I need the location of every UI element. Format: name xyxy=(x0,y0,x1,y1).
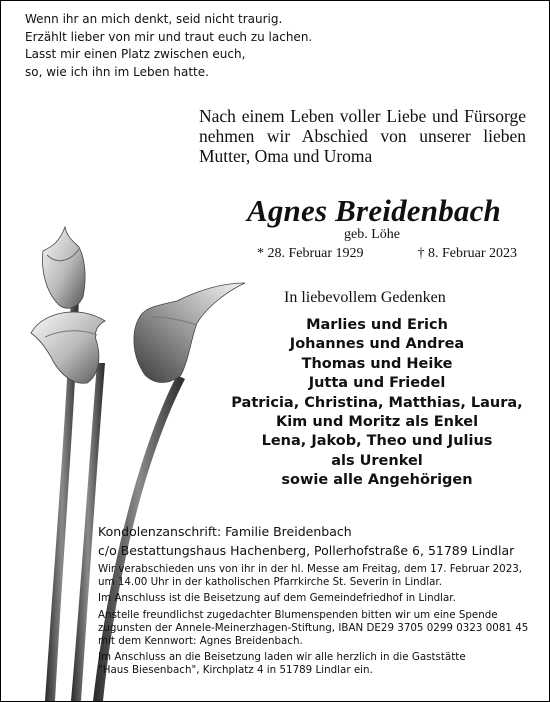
service-details xyxy=(98,563,528,681)
mourner-line: Jutta und Friedel xyxy=(308,375,446,392)
deceased-name: Agnes Breidenbach xyxy=(246,193,501,228)
details-line: "Haus Biesenbach", Kirchplatz 4 in 51789 Lindlar ein. xyxy=(98,663,373,676)
death-date: † 8. Februar 2023 xyxy=(417,246,517,261)
condolence-address xyxy=(98,522,514,560)
poem-line: Wenn ihr an mich denkt, seid nicht traurig. xyxy=(25,12,283,26)
farewell-info xyxy=(98,563,528,588)
poem-line: Erzählt lieber von mir und traut euch zu lachen. xyxy=(25,29,313,44)
details-line: Im Anschluss an die Beisetzung laden wir alle herzlich in die Gaststätte xyxy=(98,651,466,664)
poem xyxy=(25,11,312,81)
birth-name: geb. Löhe xyxy=(344,227,400,242)
intro-line: Mutter, Oma und Uroma xyxy=(199,146,373,166)
poem-line: Lasst mir einen Platz zwischen euch, xyxy=(25,47,246,62)
details-line: Im Anschluss ist die Beisetzung auf dem Gemeindefriedhof in Lindlar. xyxy=(98,592,456,605)
poem-line: so, wie ich ihn im Leben hatte. xyxy=(25,64,209,79)
birth-date: * 28. Februar 1929 xyxy=(257,246,364,261)
burial-info xyxy=(98,592,528,605)
memory-line: In liebevollem Gedenken xyxy=(284,289,446,306)
mourner-line: sowie alle Angehörigen xyxy=(281,472,473,489)
intro-line: Nach einem Leben voller Liebe und Fürsorge xyxy=(199,106,526,126)
details-line: Wir verabschieden uns von ihr in der hl. Messe am Freitag, dem 17. Februar 2023, xyxy=(98,563,523,575)
lily-flower xyxy=(43,227,86,308)
condolence-line: Kondolenzanschrift: Familie Breidenbach xyxy=(98,524,352,539)
reception-info xyxy=(98,651,528,676)
details-line: mit dem Kennwort: Agnes Breidenbach. xyxy=(98,634,303,647)
life-dates xyxy=(257,246,517,262)
mourner-line: Lena, Jakob, Theo und Julius xyxy=(261,433,493,450)
mourner-line: Marlies und Erich xyxy=(306,317,448,333)
mourner-line: Kim und Moritz als Enkel xyxy=(275,414,479,431)
intro-text xyxy=(199,106,526,166)
lily-flower xyxy=(134,283,245,383)
details-line: Anstelle freundlichst zugedachter Blumenspenden bitten wir um eine Spende xyxy=(98,609,498,622)
mourners-list xyxy=(227,316,527,491)
mourner-line: Johannes und Andrea xyxy=(289,336,465,353)
intro-line: nehmen wir Abschied von unserer lieben xyxy=(199,126,526,146)
details-line: zugunsten der Annele-Meinerzhagen-Stiftung, IBAN DE29 3705 0299 0323 0081 45 xyxy=(98,621,529,634)
mourner-line: Patricia, Christina, Matthias, Laura, xyxy=(231,394,523,411)
condolence-line: c/o Bestattungshaus Hachenberg, Pollerhofstraße 6, 51789 Lindlar xyxy=(98,543,515,558)
lily-flower xyxy=(31,312,105,383)
details-line: um 14.00 Uhr in der katholischen Pfarrkirche St. Severin in Lindlar. xyxy=(98,575,442,588)
mourner-line: als Urenkel xyxy=(331,452,423,469)
mourner-line: Thomas und Heike xyxy=(301,355,453,372)
donation-info xyxy=(98,609,528,647)
